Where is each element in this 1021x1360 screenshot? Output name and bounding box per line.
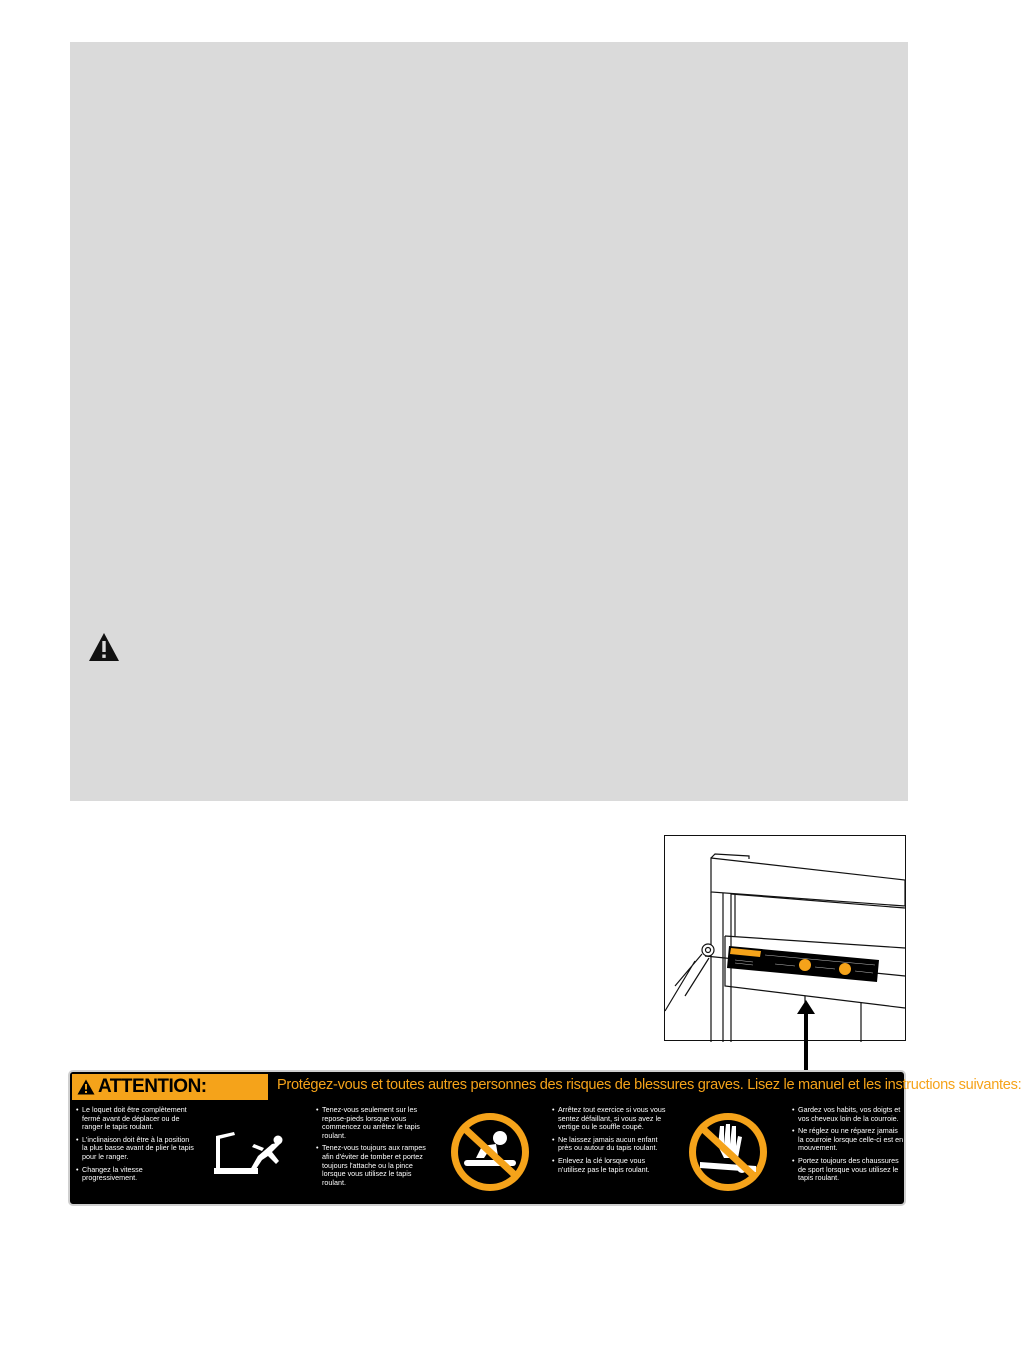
treadmill-illustration	[664, 835, 906, 1041]
decal-column-2	[316, 1106, 428, 1191]
attention-label: ATTENTION:	[98, 1076, 207, 1097]
decal-column-1	[76, 1106, 194, 1187]
warning-panel	[70, 42, 908, 801]
decal-bullet: • Le loquet doit être complètement fermé avant de déplacer ou de ranger le tapis roulant.	[76, 1106, 194, 1132]
decal-bullet: • Arrêtez tout exercice si vous vous sentez défaillant, si vous avez le vertige ou le souffle coupé.	[552, 1106, 668, 1132]
no-hands-icon	[686, 1110, 770, 1194]
small-decal	[727, 946, 879, 982]
decal-headline: Protégez-vous et toutes autres personnes des risques de blessures graves. Lisez le manuel et les instructions suivantes:	[277, 1077, 1021, 1093]
warning-triangle-small-icon	[77, 1079, 95, 1095]
decal-bullet: • Gardez vos habits, vos doigts et vos cheveux loin de la courroie.	[792, 1106, 904, 1123]
decal-bullet: • Ne réglez ou ne réparez jamais la courroie lorsque celle-ci est en mouvement.	[792, 1127, 904, 1153]
decal-column-4	[792, 1106, 904, 1187]
decal-bullet: • Tenez-vous seulement sur les repose-pieds lorsque vous commencez ou arrêtez le tapis roulant.	[316, 1106, 428, 1140]
decal-column-3	[552, 1106, 668, 1178]
warning-triangle-icon	[88, 632, 120, 662]
decal-bullet: • Portez toujours des chaussures de sport lorsque vous utilisez le tapis roulant.	[792, 1157, 904, 1183]
pointer-arrow-icon	[796, 1000, 816, 1070]
attention-badge	[72, 1074, 268, 1100]
decal-bullet: • Tenez-vous toujours aux rampes afin d'éviter de tomber et portez toujours l'attache ou la pince lorsque vous utilisez le tapis roulant.	[316, 1144, 428, 1187]
decal-bullet: • Changez la vitesse progressivement.	[76, 1166, 194, 1183]
no-children-icon	[448, 1110, 532, 1194]
decal-bullet: • Ne laissez jamais aucun enfant près ou autour du tapis roulant.	[552, 1136, 668, 1153]
falling-person-icon	[210, 1120, 290, 1180]
attention-decal	[68, 1070, 1021, 1206]
decal-bullet: • Enlevez la clé lorsque vous n'utilisez pas le tapis roulant.	[552, 1157, 668, 1174]
treadmill-drawing	[665, 836, 907, 1042]
decal-bullet: • L'inclinaison doit être à la position la plus basse avant de plier le tapis pour le ranger.	[76, 1136, 194, 1162]
